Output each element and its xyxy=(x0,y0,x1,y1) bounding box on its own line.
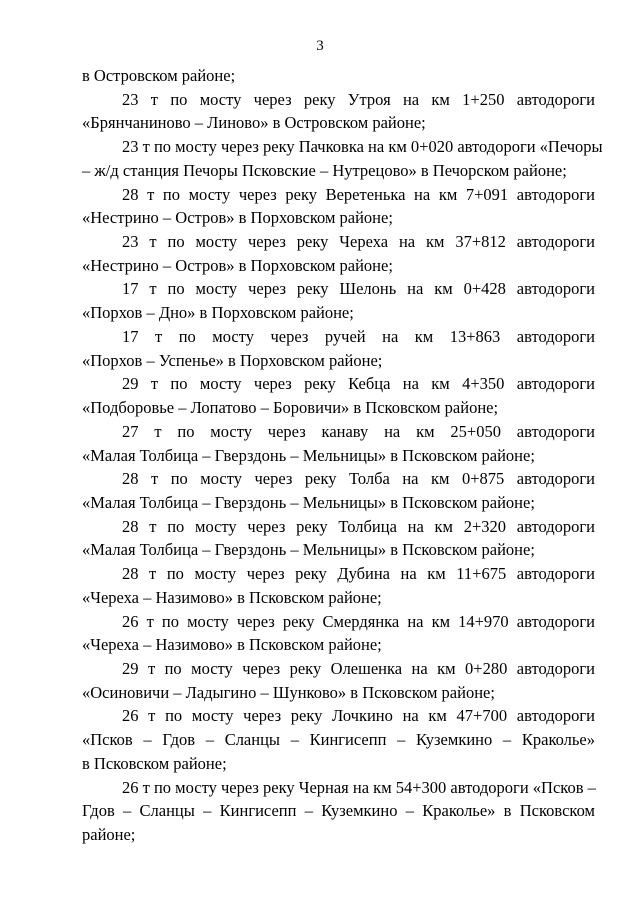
document-body xyxy=(82,64,603,847)
text-line: 27 т по мосту через канаву на км 25+050 автодороги xyxy=(122,421,595,441)
text-line: «Псков – Гдов – Сланцы – Кингисепп – Куземкино – Краколье» xyxy=(82,730,595,750)
text-line: 26 т по мосту через реку Смердянка на км 14+970 автодороги xyxy=(122,611,595,631)
page-number: 3 xyxy=(316,38,324,54)
text-line: 29 т по мосту через реку Олешенка на км 0+280 автодороги xyxy=(122,658,595,678)
text-line: «Осиновичи – Ладыгино – Шунково» в Псковском районе; xyxy=(82,682,495,702)
text-line: 17 т по мосту через ручей на км 13+863 автодороги xyxy=(122,326,595,346)
text-line: «Череха – Назимово» в Псковском районе; xyxy=(82,635,382,655)
text-line: «Порхов – Успенье» в Порховском районе; xyxy=(82,350,383,370)
text-line: «Череха – Назимово» в Псковском районе; xyxy=(82,587,382,607)
text-line: 23 т по мосту через реку Утроя на км 1+250 автодороги xyxy=(122,89,595,109)
text-line: Гдов – Сланцы – Кингисепп – Куземкино – Краколье» в Псковском xyxy=(82,801,595,821)
text-line: 28 т по мосту через реку Толбица на км 2+320 автодороги xyxy=(122,516,595,536)
text-line: в Островском районе; xyxy=(82,66,236,85)
text-line: – ж/д станция Печоры Псковские – Нутрецово» в Печорском районе; xyxy=(82,160,567,180)
text-line: «Брянчаниново – Линово» в Островском районе; xyxy=(82,113,426,133)
text-line: 26 т по мосту через реку Черная на км 54+300 автодороги «Псков – xyxy=(122,777,596,797)
text-line: «Нестрино – Остров» в Порховском районе; xyxy=(82,255,393,275)
text-line: в Псковском районе; xyxy=(82,753,227,773)
text-line: 28 т по мосту через реку Толба на км 0+875 автодороги xyxy=(122,469,595,489)
text-line: «Порхов – Дно» в Порховском районе; xyxy=(82,303,354,323)
text-line: «Малая Толбица – Гверздонь – Мельницы» в Псковском районе; xyxy=(82,492,535,512)
text-line: «Подборовье – Лопатово – Боровичи» в Псковском районе; xyxy=(82,398,499,418)
text-line: «Малая Толбица – Гверздонь – Мельницы» в Псковском районе; xyxy=(82,540,535,560)
text-line: «Нестрино – Остров» в Порховском районе; xyxy=(82,208,393,228)
text-line: 26 т по мосту через реку Лочкино на км 47+700 автодороги xyxy=(122,706,595,726)
text-line: 23 т по мосту через реку Пачковка на км 0+020 автодороги «Печоры xyxy=(122,137,603,157)
text-line: 23 т по мосту через реку Череха на км 37+812 автодороги xyxy=(122,232,595,252)
text-line: районе; xyxy=(82,825,136,844)
text-line: 17 т по мосту через реку Шелонь на км 0+428 автодороги xyxy=(122,279,595,299)
text-line: 28 т по мосту через реку Веретенька на км 7+091 автодороги xyxy=(122,184,595,204)
text-line: 28 т по мосту через реку Дубина на км 11+675 автодороги xyxy=(122,564,595,584)
text-line: 29 т по мосту через реку Кебца на км 4+350 автодороги xyxy=(122,374,595,394)
text-line: «Малая Толбица – Гверздонь – Мельницы» в Псковском районе; xyxy=(82,445,535,465)
